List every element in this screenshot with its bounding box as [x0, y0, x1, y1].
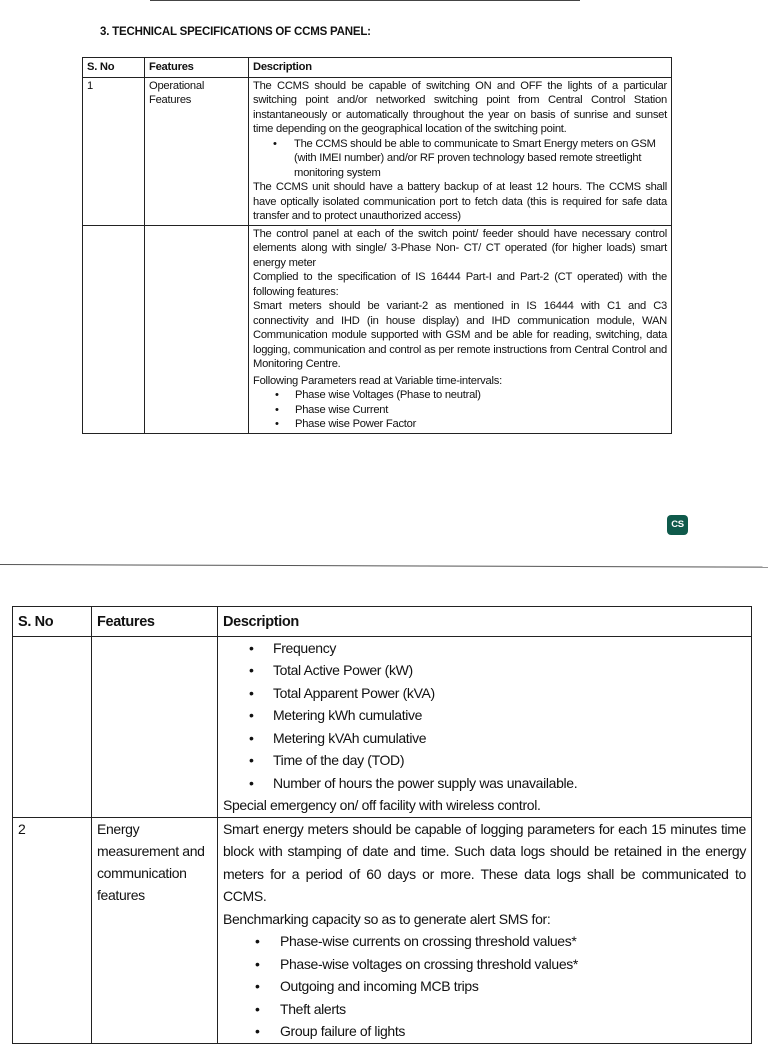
description-paragraph: Following Parameters read at Variable time-intervals:: [253, 374, 502, 387]
table-row: [13, 817, 752, 1043]
page-divider: [0, 564, 768, 568]
table-row: [83, 77, 672, 225]
header-features: Features: [145, 58, 249, 78]
bullet-list: [253, 388, 667, 432]
description-paragraph: Smart energy meters should be capable of logging parameters for each 15 minutes time block with stamping of date and time. Such data logs should be retained in the energy meters for a period of 60 days or more. These data logs shall be communicated to CCMS.: [223, 820, 746, 904]
table-header-row: [83, 58, 672, 78]
list-item: • Time of the day (TOD): [223, 749, 746, 772]
table-header-row: [13, 607, 752, 637]
row-feature: [92, 636, 218, 817]
list-item: • Phase wise Power Factor: [253, 417, 667, 432]
list-item: • Theft alerts: [223, 998, 746, 1021]
page-top-rule: [150, 0, 580, 1]
header-description: Description: [249, 58, 672, 78]
row-description: [218, 817, 752, 1043]
bullet-list: [223, 930, 746, 1043]
row-description: [218, 636, 752, 817]
row-feature: Energy measurement and communication features: [92, 817, 218, 1043]
description-paragraph: Benchmarking capacity so as to generate alert SMS for:: [223, 910, 551, 927]
list-item: • Total Active Power (kW): [223, 659, 746, 682]
list-item: • Phase-wise voltages on crossing threshold values*: [223, 953, 746, 976]
table-row: [13, 636, 752, 817]
bullet-list: [253, 137, 667, 181]
description-paragraph: Complied to the specification of IS 16444 Part-I and Part-2 (CT operated) with the following features:: [253, 271, 667, 298]
description-paragraph: The CCMS unit should have a battery backup of at least 12 hours. The CCMS shall have optically isolated communication port to fetch data (this is required for safe data transfer and to protect unauthorized access): [253, 181, 667, 222]
table-row: [83, 225, 672, 433]
row-sno: 1: [83, 77, 145, 225]
row-feature: [145, 225, 249, 433]
list-item: • Metering kVAh cumulative: [223, 727, 746, 750]
row-feature: Operational Features: [145, 77, 249, 225]
list-item: • Metering kWh cumulative: [223, 704, 746, 727]
row-description: [249, 77, 672, 225]
camscanner-logo: CS: [667, 515, 688, 535]
section-title: 3. TECHNICAL SPECIFICATIONS OF CCMS PANEL:: [100, 26, 371, 38]
row-sno: [13, 636, 92, 817]
description-paragraph: Special emergency on/ off facility with wireless control.: [223, 797, 541, 813]
description-paragraph: The CCMS should be capable of switching ON and OFF the lights of a particular switching point and/or networked switching point from Central Control Station instantaneously or automatically throughout the year on basis of sunrise and sunset time depending on the geographical location of the switching point.: [253, 79, 667, 135]
header-description: Description: [218, 607, 752, 637]
list-item: • Phase-wise currents on crossing threshold values*: [223, 930, 746, 953]
list-item: • Frequency: [223, 637, 746, 660]
row-sno: 2: [13, 817, 92, 1043]
list-item: • The CCMS should be able to communicate to Smart Energy meters on GSM (with IMEI number) and/or RF proven technology based remote streetlight monitoring system: [253, 137, 667, 181]
list-item: • Number of hours the power supply was unavailable.: [223, 772, 746, 795]
header-features: Features: [92, 607, 218, 637]
list-item: • Total Apparent Power (kVA): [223, 682, 746, 705]
list-item: • Phase wise Voltages (Phase to neutral): [253, 388, 667, 403]
description-paragraph: Smart meters should be variant-2 as mentioned in IS 16444 with C1 and C3 connectivity and IHD (in house display) and IHD communication module, WAN Communication module supported with GSM and be able for reading, switching, data logging, communication and control as per remote instructions from Central Control and Monitoring Centre.: [253, 300, 667, 370]
header-sno: S. No: [83, 58, 145, 78]
description-paragraph: The control panel at each of the switch point/ feeder should have necessary control elements along with single/ 3-Phase Non- CT/ CT operated (for higher loads) smart energy meter: [253, 227, 667, 269]
row-sno: [83, 225, 145, 433]
header-sno: S. No: [13, 607, 92, 637]
list-item: • Phase wise Current: [253, 403, 667, 418]
list-item: • Group failure of lights: [223, 1020, 746, 1043]
row-description: [249, 225, 672, 433]
spec-table-page2: [12, 606, 752, 1044]
list-item: • Outgoing and incoming MCB trips: [223, 975, 746, 998]
bullet-list: [223, 637, 746, 795]
spec-table-page1: [82, 57, 672, 434]
